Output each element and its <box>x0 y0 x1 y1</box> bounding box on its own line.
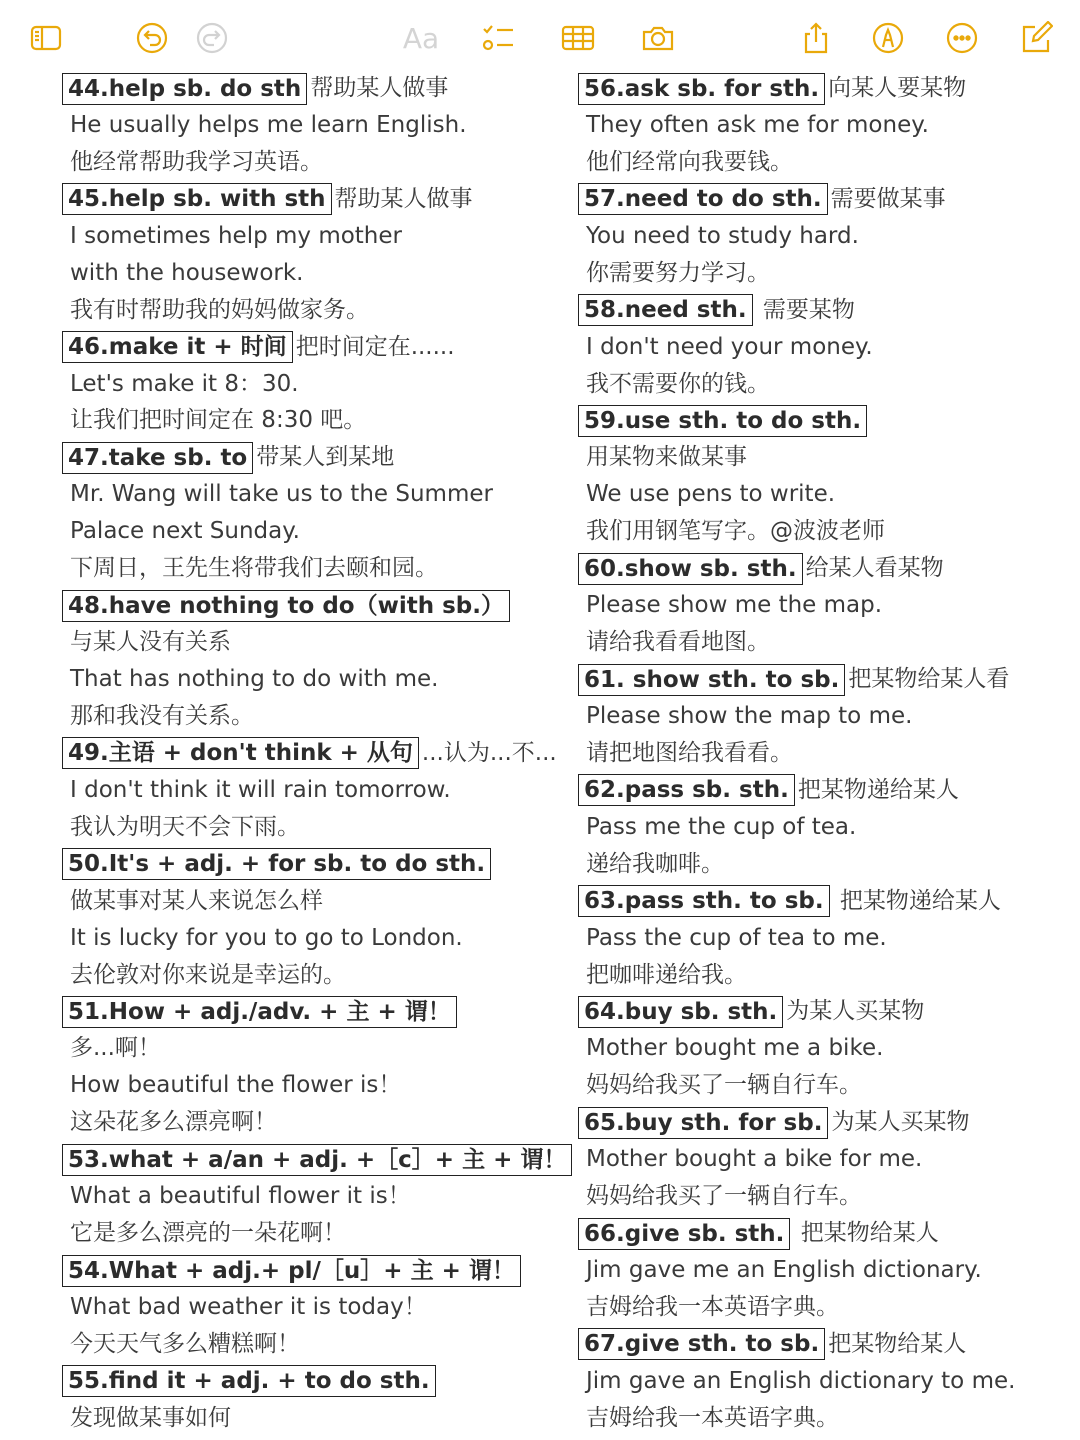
example-line: What a beautiful flower it is！ <box>70 1183 411 1210</box>
example-line: 今天天气多么糟糕啊！ <box>70 1330 300 1357</box>
phrase-meaning: 把时间定在...... <box>295 333 455 360</box>
example-line: 你需要努力学习。 <box>586 259 770 286</box>
phrase-heading <box>578 661 1058 698</box>
phrase-heading <box>62 993 542 1030</box>
phrase-meaning: 为某人买某物 <box>786 998 925 1025</box>
example-line: 做某事对某人来说怎么样 <box>70 887 323 914</box>
compose-icon[interactable] <box>1018 20 1054 56</box>
example-line: with the housework. <box>70 259 304 286</box>
phrase-heading <box>62 329 542 366</box>
phrase-meaning: 把某物给某人 <box>793 1220 939 1247</box>
example-line: Mr. Wang will take us to the Summer <box>70 481 493 508</box>
phrase-box: 60.show sb. sth. <box>578 553 803 585</box>
example-line: That has nothing to do with me. <box>70 666 439 692</box>
example-line: 请给我看看地图。 <box>586 629 770 656</box>
phrase-heading <box>578 883 1058 920</box>
example-line: They often ask me for money. <box>586 111 929 138</box>
phrase-box: 51.How + adj./adv. + 主 + 谓！ <box>62 996 457 1028</box>
example-line: 把咖啡递给我。 <box>586 961 747 988</box>
example-line: Palace next Sunday. <box>70 518 300 545</box>
phrase-heading <box>62 1141 567 1178</box>
example-line: Please show the map to me. <box>586 702 913 729</box>
phrase-heading <box>578 1104 1058 1141</box>
example-line: Please show me the map. <box>586 592 883 619</box>
phrase-meaning: 把某物给某人看 <box>848 666 1010 692</box>
phrase-box: 66.give sb. sth. <box>578 1218 790 1250</box>
example-line: I don't think it will rain tomorrow. <box>70 776 451 803</box>
phrase-box: 57.need to do sth. <box>578 183 828 215</box>
example-line: 妈妈给我买了一辆自行车。 <box>586 1183 862 1210</box>
phrase-heading <box>578 1326 1058 1363</box>
phrase-heading <box>62 1363 542 1400</box>
example-line: How beautiful the flower is！ <box>70 1072 402 1099</box>
share-icon[interactable] <box>798 20 834 56</box>
example-line: Jim gave me an English dictionary. <box>586 1257 982 1283</box>
phrase-box: 47.take sb. to <box>62 442 253 474</box>
phrase-box: 54.What + adj.+ pl/［u］+ 主 + 谓！ <box>62 1255 521 1287</box>
example-line: Jim gave an English dictionary to me. <box>586 1367 1016 1394</box>
phrase-heading <box>62 181 542 218</box>
example-line: 我们用钢笔写字。@波波老师 <box>586 518 885 545</box>
left-column <box>62 70 567 1437</box>
phrase-meaning: 向某人要某物 <box>828 75 967 101</box>
phrase-meaning: 带某人到某地 <box>256 444 395 471</box>
format-icon[interactable]: Aa <box>402 21 440 55</box>
phrase-box: 49.主语 + don't think + 从句 <box>62 737 419 769</box>
phrase-heading <box>578 402 1058 439</box>
example-line: He usually helps me learn English. <box>70 111 467 138</box>
example-line: 我有时帮助我的妈妈做家务。 <box>70 296 369 323</box>
phrase-box: 62.pass sb. sth. <box>578 774 795 806</box>
phrase-box: 55.find it + adj. + to do sth. <box>62 1365 436 1397</box>
table-icon[interactable] <box>560 20 596 56</box>
example-line: Pass me the cup of tea. <box>586 813 857 840</box>
undo-icon[interactable] <box>134 20 170 56</box>
example-line: 吉姆给我一本英语字典。 <box>586 1293 839 1320</box>
redo-icon[interactable] <box>194 20 230 56</box>
example-line: 发现做某事如何 <box>70 1404 231 1431</box>
phrase-meaning: 给某人看某物 <box>805 555 944 582</box>
phrase-heading <box>62 587 542 624</box>
phrase-heading <box>62 846 542 883</box>
example-line: I sometimes help my mother <box>70 222 402 249</box>
phrase-meaning: 为某人买某物 <box>831 1109 970 1136</box>
phrase-heading <box>578 772 1058 809</box>
example-line: Let's make it 8：30. <box>70 370 299 397</box>
example-line: 多...啊！ <box>70 1035 161 1062</box>
sidebar-icon[interactable] <box>28 20 64 56</box>
example-line: 他经常帮助我学习英语。 <box>70 148 323 175</box>
markup-icon[interactable] <box>870 20 906 56</box>
phrase-box: 63.pass sth. to sb. <box>578 885 830 917</box>
phrase-meaning: 需要某物 <box>755 296 855 323</box>
example-line: 下周日，王先生将带我们去颐和园。 <box>70 555 438 582</box>
camera-icon[interactable] <box>640 20 676 56</box>
phrase-heading <box>62 1252 542 1289</box>
example-line: You need to study hard. <box>586 222 859 249</box>
phrase-meaning: 帮助某人做事 <box>310 75 449 101</box>
phrase-meaning: ...认为...不... <box>421 739 557 766</box>
example-line: Mother bought me a bike. <box>586 1035 884 1062</box>
example-line: 去伦敦对你来说是幸运的。 <box>70 961 346 988</box>
example-line: 让我们把时间定在 8:30 吧。 <box>70 407 367 434</box>
phrase-box: 65.buy sth. for sb. <box>578 1107 828 1139</box>
example-line: Mother bought a bike for me. <box>586 1146 923 1173</box>
phrase-heading <box>578 1215 1058 1252</box>
note-toolbar <box>0 0 1080 70</box>
phrase-heading <box>62 439 542 476</box>
example-line: Pass the cup of tea to me. <box>586 924 887 951</box>
example-line: We use pens to write. <box>586 481 836 508</box>
example-line: What bad weather it is today！ <box>70 1293 427 1320</box>
phrase-box: 53.what + a/an + adj. +［c］+ 主 + 谓！ <box>62 1144 572 1176</box>
phrase-box: 44.help sb. do sth <box>62 73 307 105</box>
example-line: 我不需要你的钱。 <box>586 370 770 397</box>
example-line: 递给我咖啡。 <box>586 850 724 877</box>
phrase-meaning: 帮助某人做事 <box>334 185 473 212</box>
phrase-box: 58.need sth. <box>578 294 753 326</box>
phrase-box: 56.ask sb. for sth. <box>578 73 825 105</box>
example-line: 那和我没有关系。 <box>70 702 254 729</box>
phrase-meaning: 需要做某事 <box>830 185 946 212</box>
more-icon[interactable] <box>944 20 980 56</box>
phrase-heading <box>578 993 1058 1030</box>
example-line: 他们经常向我要钱。 <box>586 148 793 175</box>
example-line: 妈妈给我买了一辆自行车。 <box>586 1072 862 1099</box>
phrase-box: 64.buy sb. sth. <box>578 996 783 1028</box>
right-column <box>578 70 1058 1437</box>
example-line: 请把地图给我看看。 <box>586 739 793 766</box>
example-line: 这朵花多么漂亮啊！ <box>70 1109 277 1136</box>
phrase-heading <box>578 181 1058 218</box>
phrase-meaning: 把某物递给某人 <box>797 776 959 803</box>
phrase-box: 59.use sth. to do sth. <box>578 405 867 437</box>
phrase-box: 50.It's + adj. + for sb. to do sth. <box>62 848 491 880</box>
checklist-icon[interactable] <box>480 20 516 56</box>
phrase-heading <box>62 70 542 107</box>
phrase-heading <box>62 735 557 772</box>
example-line: 吉姆给我一本英语字典。 <box>586 1404 839 1431</box>
phrase-heading <box>578 292 1058 329</box>
phrase-box: 61. show sth. to sb. <box>578 664 845 696</box>
phrase-meaning: 把某物递给某人 <box>832 887 1001 914</box>
phrase-box: 46.make it + 时间 <box>62 331 293 363</box>
example-line: 与某人没有关系 <box>70 629 231 656</box>
phrase-box: 45.help sb. with sth <box>62 183 332 215</box>
example-line: 它是多么漂亮的一朵花啊！ <box>70 1220 346 1247</box>
phrase-heading <box>578 70 1058 107</box>
example-line: I don't need your money. <box>586 333 873 360</box>
phrase-box: 48.have nothing to do（with sb.） <box>62 590 510 622</box>
phrase-heading <box>578 550 1058 587</box>
example-line: 用某物来做某事 <box>586 444 747 471</box>
phrase-meaning: 把某物给某人 <box>828 1330 967 1357</box>
phrase-box: 67.give sth. to sb. <box>578 1328 825 1360</box>
example-line: 我认为明天不会下雨。 <box>70 813 300 840</box>
example-line: It is lucky for you to go to London. <box>70 924 463 951</box>
